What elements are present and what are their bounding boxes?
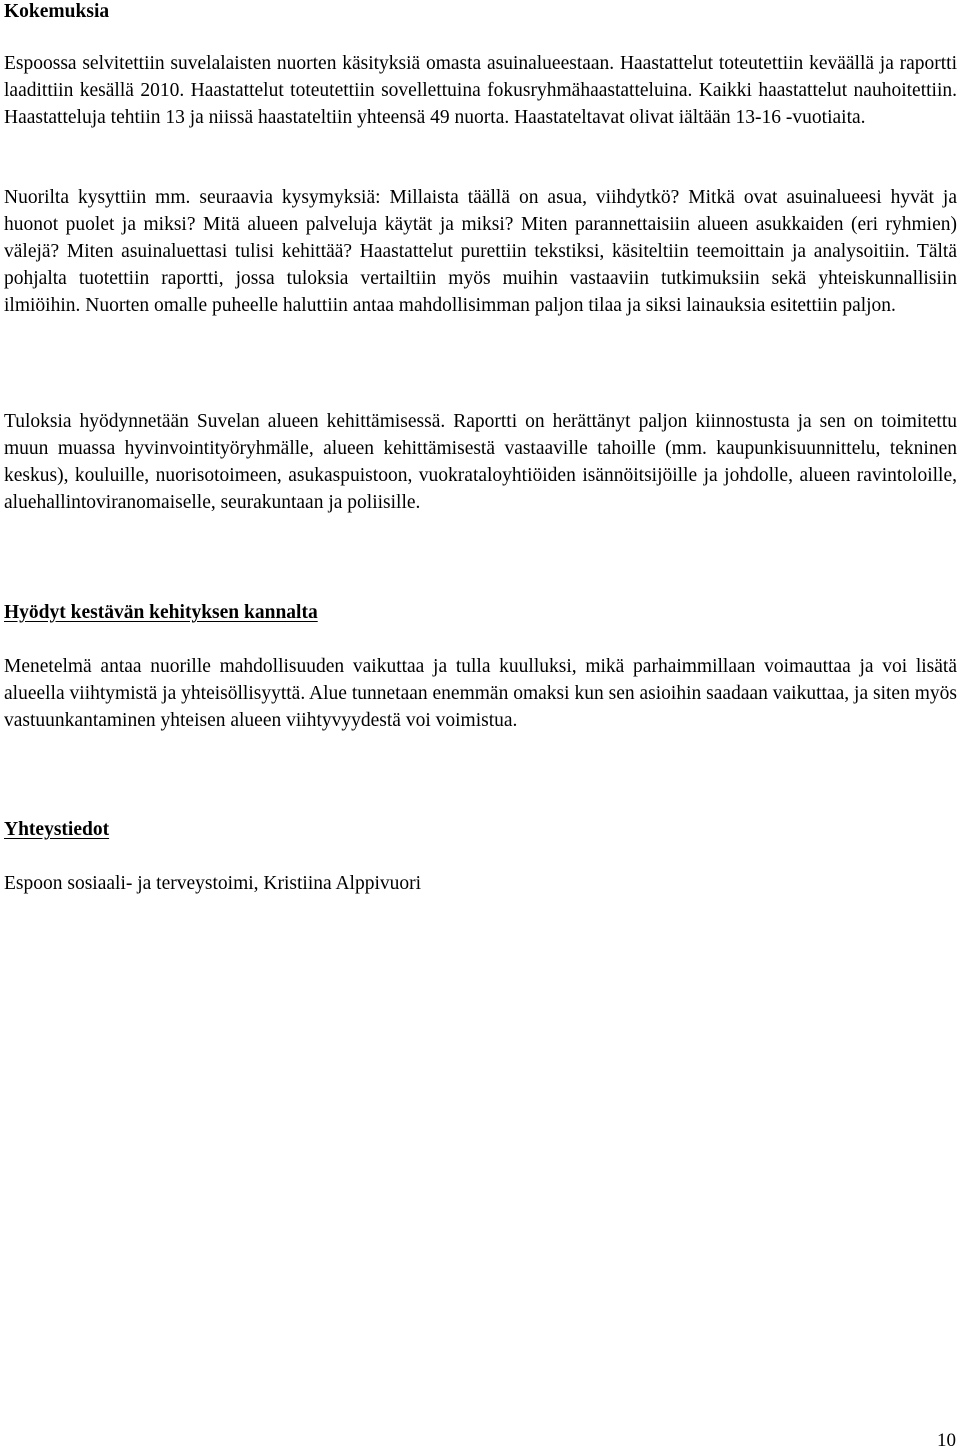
paragraph-kokemuksia-results: Tuloksia hyödynnetään Suvelan alueen kehittämisessä. Raportti on herättänyt paljon kiinnostusta ja sen on toimitettu muun muassa hyvinvointityöryhmälle, alueen kehittämisestä vastaaville tahoille (mm. kaupunkisuunnittelu, tekninen keskus), kouluille, nuorisotoimeen, asukaspuistoon, vuokrataloyhtiöiden isännöitsijöille ja johdolle, alueen ravintoloille, aluehallintoviranomaiselle, seurakuntaan ja poliisille. <box>4 411 957 513</box>
paragraph-kokemuksia-intro: Espoossa selvitettiin suvelalaisten nuorten käsityksiä omasta asuinalueestaan. Haastattelut toteutettiin keväällä ja raportti laadittiin kesällä 2010. Haastattelut toteutettiin sovellettuina fokusryhmähaastatteluina. Kaikki haastattelut nauhoitettiin. Haastatteluja tehtiin 13 ja niissä haastateltiin yhteensä 49 nuorta. Haastateltavat olivat iältään 13-16 -vuotiaita. <box>4 53 957 128</box>
heading-yhteystiedot: Yhteystiedot <box>4 819 110 840</box>
paragraph-kokemuksia-questions: Nuorilta kysyttiin mm. seuraavia kysymyksiä: Millaista täällä on asua, viihdytkö? Mitkä ovat asuinalueesi hyvät ja huonot puolet ja miksi? Mitä alueen palveluja käytät ja miksi? Miten parannettaisiin alueen asukkaiden (eri ryhmien) välejä? Miten asuinaluettasi tulisi kehittää? Haastattelut purettiin tekstiksi, käsiteltiin teemoittain ja analysoitiin. Tältä pohjalta tuotettiin raportti, jossa tuloksia vertailtiin myös muihin vastaaviin tutkimuksiin sekä yhteiskunnallisiin ilmiöihin. Nuorten omalle puheelle haluttiin antaa mahdollisimman paljon tilaa ja siksi lainauksia esitettiin paljon. <box>4 187 957 316</box>
heading-hyodyt: Hyödyt kestävän kehityksen kannalta <box>4 602 318 623</box>
page-number: 10 <box>937 1430 956 1451</box>
paragraph-yhteystiedot: Espoon sosiaali- ja terveystoimi, Kristiina Alppivuori <box>4 873 422 894</box>
paragraph-hyodyt: Menetelmä antaa nuorille mahdollisuuden vaikuttaa ja tulla kuulluksi, mikä parhaimmillaan voimauttaa ja voi lisätä alueella viihtymistä ja yhteisöllisyyttä. Alue tunnetaan enemmän omaksi kun sen asioihin saadaan vaikuttaa, ja siten myös vastuunkantaminen yhteisen alueen viihtyvyydestä voi voimistua. <box>4 656 957 731</box>
heading-kokemuksia: Kokemuksia <box>4 1 110 22</box>
